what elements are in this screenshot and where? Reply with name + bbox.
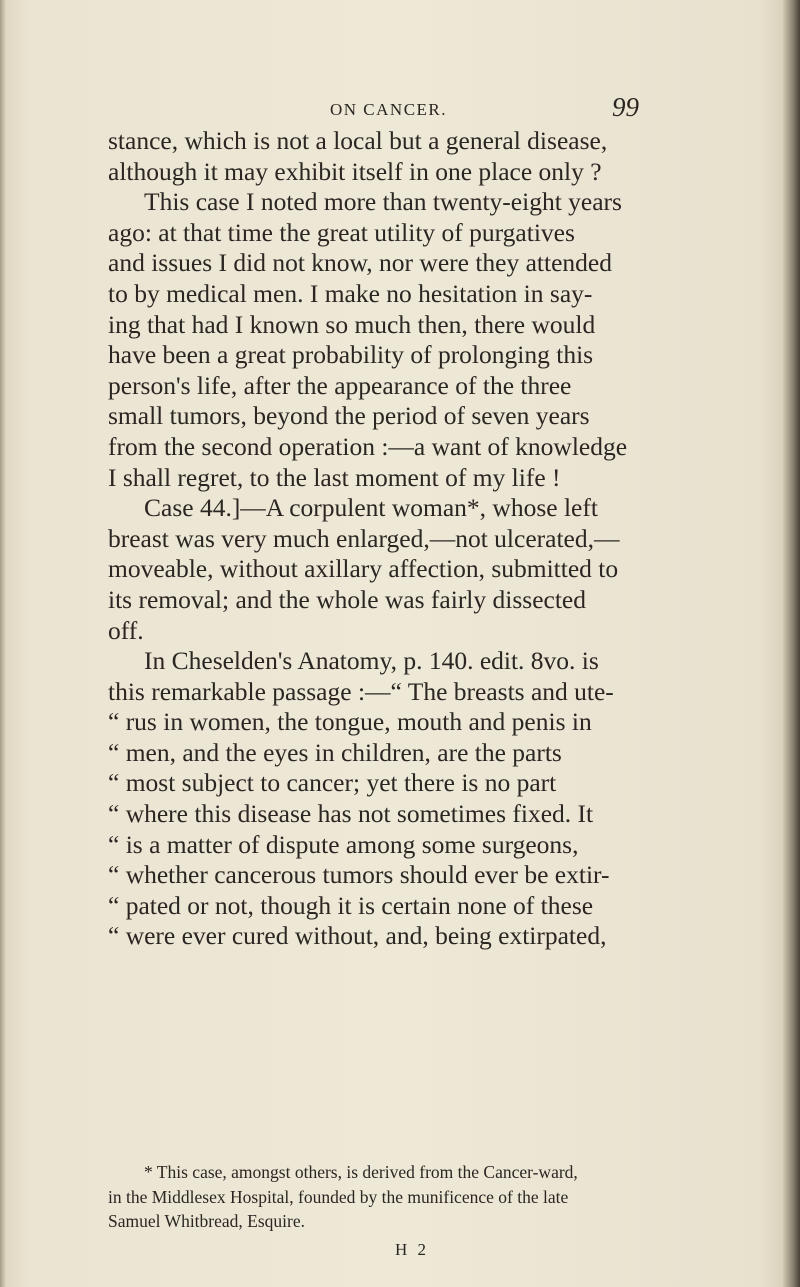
text-line: moveable, without axillary affection, submitted to: [108, 554, 619, 584]
text-line: In Cheselden's Anatomy, p. 140. edit. 8vo. is: [144, 646, 599, 676]
text-line: have been a great probability of prolonging this: [108, 340, 594, 370]
signature-mark: H 2: [395, 1240, 430, 1259]
text-line: “ whether cancerous tumors should ever be extir-: [108, 860, 610, 890]
body-text: [108, 126, 768, 952]
text-line: this remarkable passage :—“ The breasts and ute-: [108, 676, 614, 706]
footnote: [108, 1160, 768, 1234]
running-title: ON CANCER.: [330, 100, 448, 119]
footnote-line: * This case, amongst others, is derived from the Cancer-ward,: [144, 1162, 578, 1182]
page-edge-shadow: [782, 0, 800, 1287]
text-line: stance, which is not a local but a general disease,: [108, 126, 608, 155]
footnote-line: Samuel Whitbread, Esquire.: [108, 1211, 305, 1231]
text-line: “ most subject to cancer; yet there is no part: [108, 768, 557, 798]
text-line: “ were ever cured without, and, being extirpated,: [108, 921, 607, 951]
text-line: ago: at that time the great utility of purgatives: [108, 217, 575, 247]
page-number: 99: [612, 92, 639, 122]
text-line: person's life, after the appearance of the three: [108, 370, 572, 400]
text-line: although it may exhibit itself in one place only ?: [108, 156, 602, 186]
page-gutter-shadow: [0, 0, 6, 1287]
text-line: ing that had I known so much then, there would: [108, 309, 596, 339]
text-line: and issues I did not know, nor were they attended: [108, 248, 612, 278]
text-line: “ pated or not, though it is certain none of these: [108, 890, 594, 920]
text-line: “ is a matter of dispute among some surgeons,: [108, 829, 579, 859]
text-line: breast was very much enlarged,—not ulcerated,—: [108, 523, 620, 553]
text-line: “ where this disease has not sometimes fixed. It: [108, 799, 594, 829]
text-line: off.: [108, 615, 144, 645]
footnote-line: in the Middlesex Hospital, founded by the munificence of the late: [108, 1186, 569, 1207]
text-line: small tumors, beyond the period of seven years: [108, 401, 590, 431]
text-line: I shall regret, to the last moment of my life !: [108, 462, 561, 492]
text-line: from the second operation :—a want of knowledge: [108, 431, 628, 461]
text-line: This case I noted more than twenty-eight years: [144, 187, 622, 217]
text-line: Case 44.]—A corpulent woman*, whose left: [144, 493, 598, 523]
text-line: “ men, and the eyes in children, are the parts: [108, 737, 562, 767]
text-line: its removal; and the whole was fairly dissected: [108, 584, 586, 614]
text-line: to by medical men. I make no hesitation in say-: [108, 278, 593, 308]
text-line: “ rus in women, the tongue, mouth and penis in: [108, 707, 592, 737]
